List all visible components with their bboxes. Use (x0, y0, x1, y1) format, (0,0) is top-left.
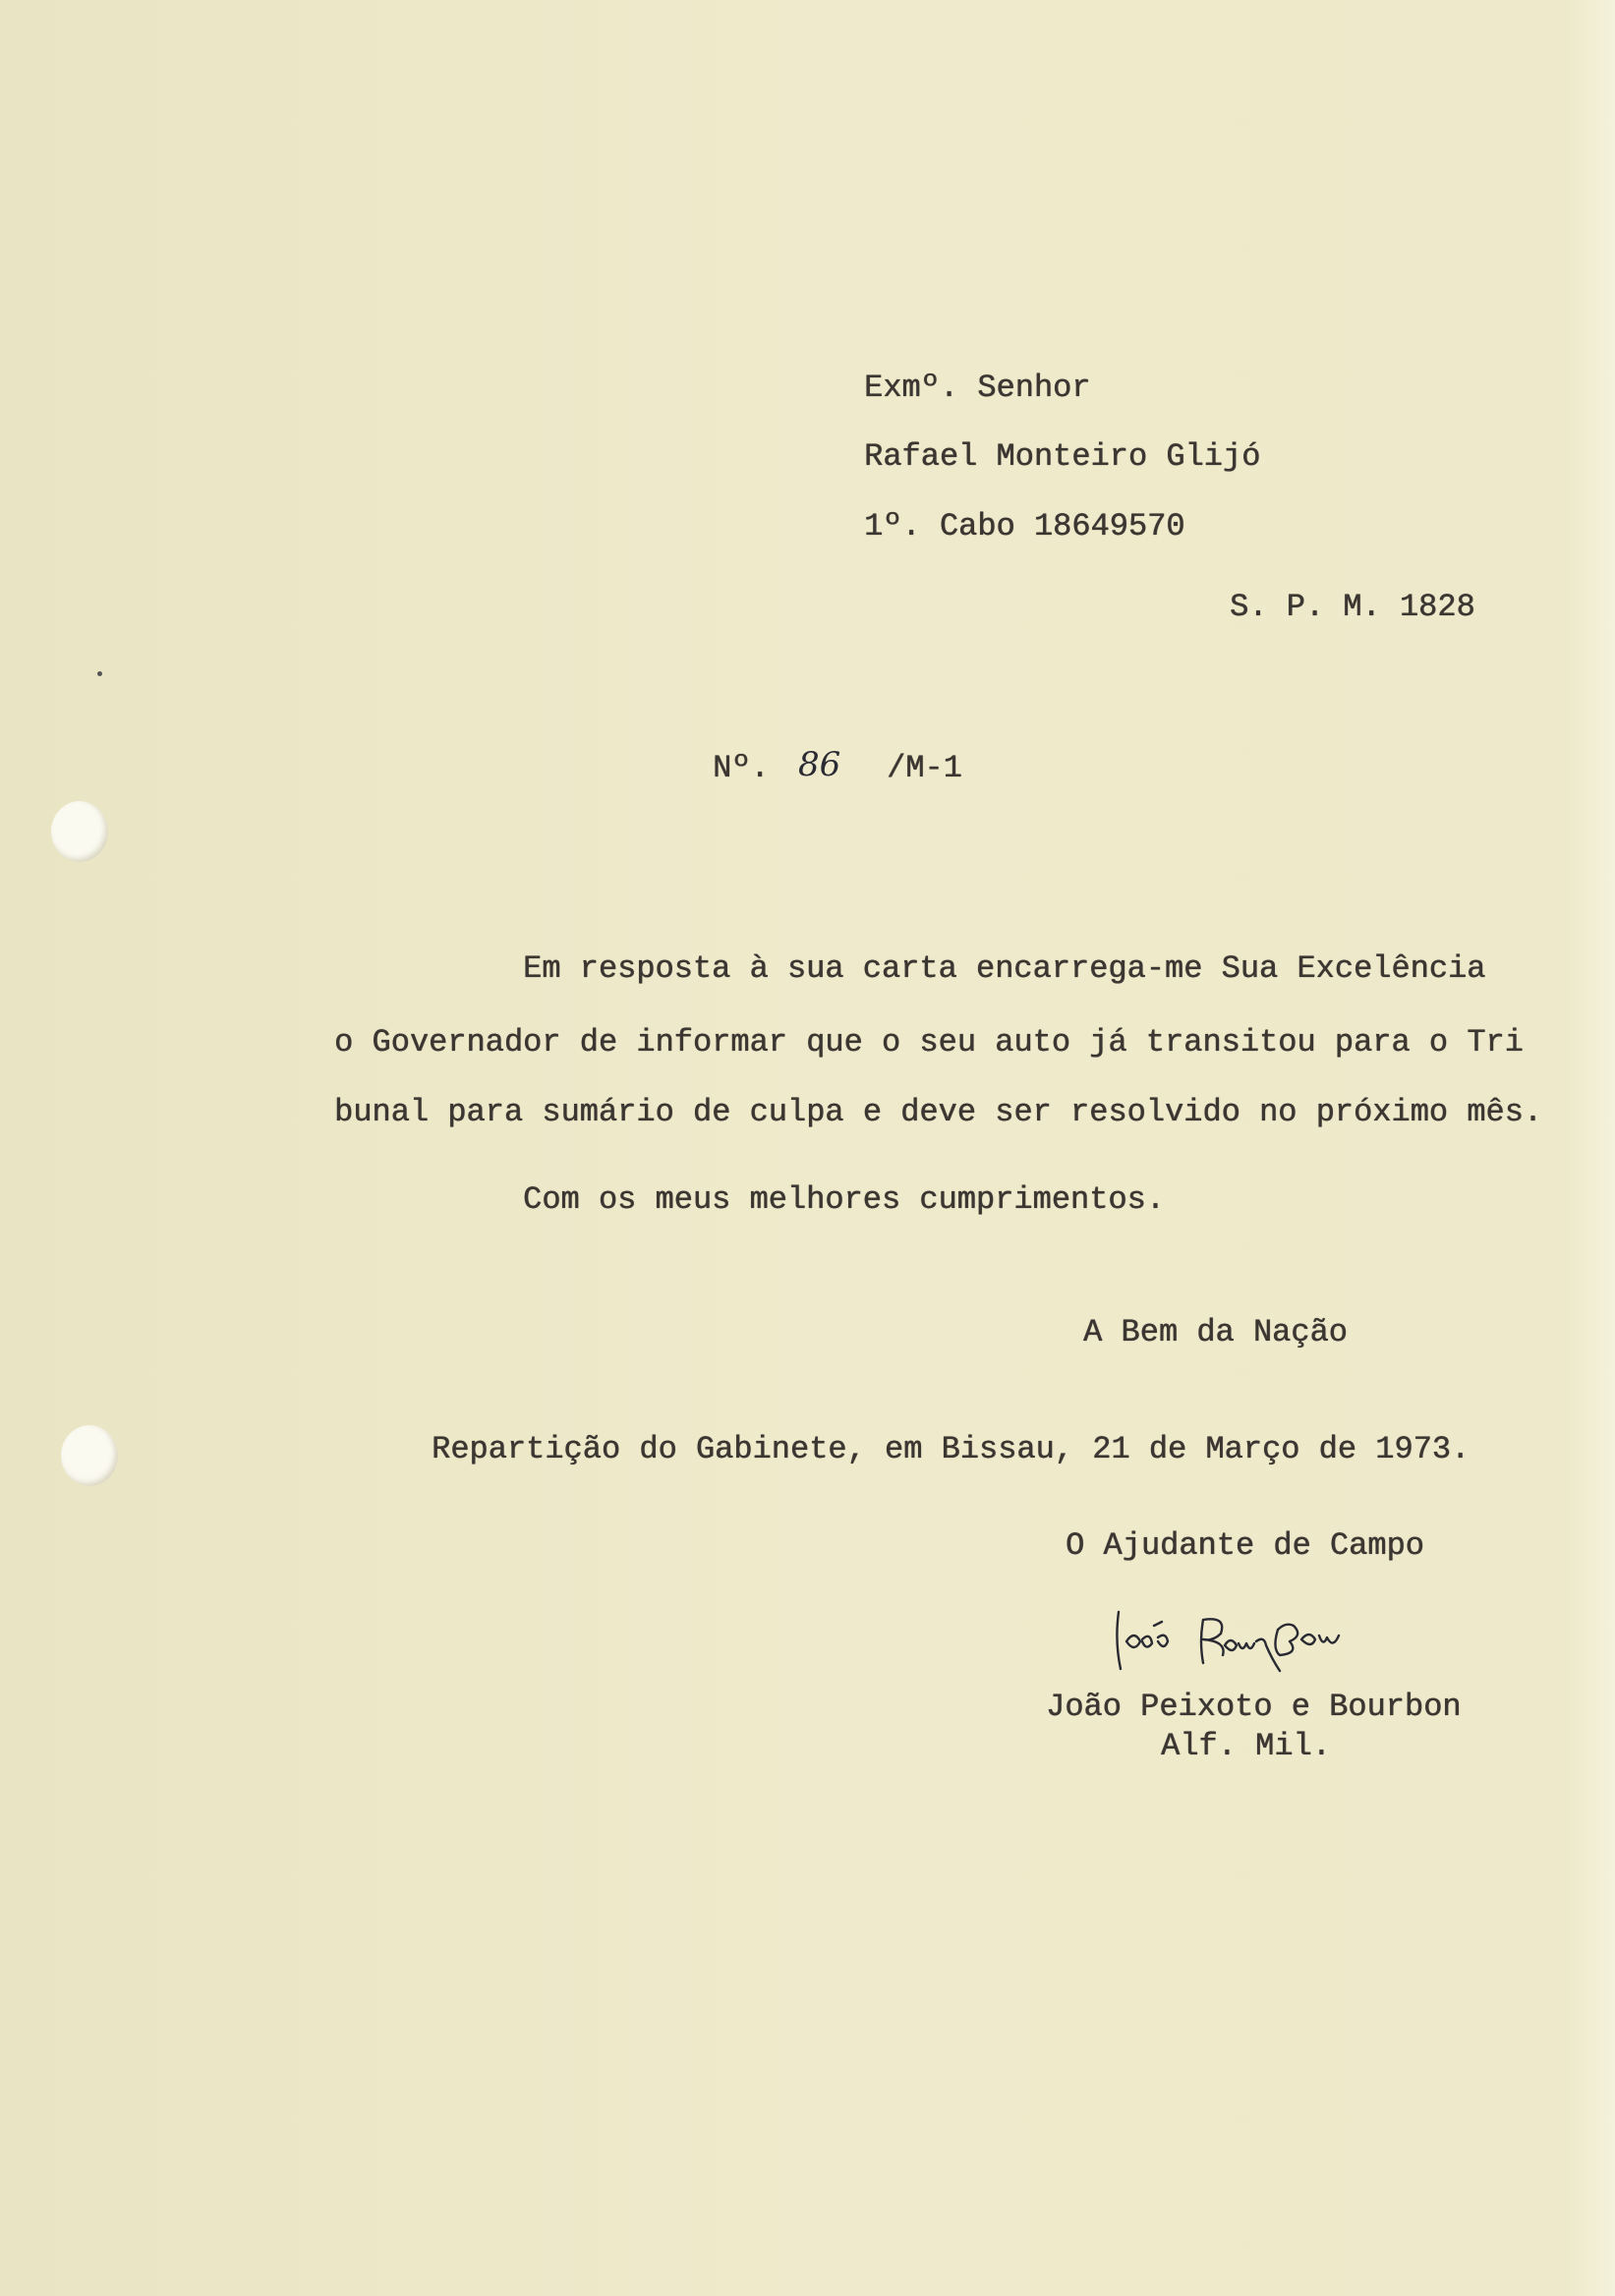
signatory-title: O Ajudante de Campo (1066, 1527, 1424, 1564)
signatory-name: João Peixoto e Bourbon (1046, 1689, 1462, 1725)
body-line: o Governador de informar que o seu auto já transitou para o Tri (334, 1024, 1524, 1061)
reference-handwritten-number: 86 (798, 745, 841, 784)
signature (1109, 1602, 1384, 1676)
punch-hole (61, 1425, 118, 1486)
addressee-rank: 1º. Cabo 18649570 (864, 508, 1185, 545)
ink-speck (97, 671, 102, 676)
closing-line: Com os meus melhores cumprimentos. (523, 1181, 1165, 1218)
addressee-postal: S. P. M. 1828 (1230, 589, 1475, 625)
motto: A Bem da Nação (1083, 1314, 1348, 1350)
punch-hole (51, 801, 108, 862)
signatory-rank: Alf. Mil. (1161, 1728, 1331, 1764)
addressee-name: Rafael Monteiro Glijó (864, 438, 1261, 475)
addressee-salutation: Exmº. Senhor (864, 370, 1091, 406)
reference-suffix: /M-1 (887, 750, 962, 786)
body-line: Em resposta à sua carta encarrega-me Sua Excelência (523, 950, 1486, 987)
place-date: Repartição do Gabinete, em Bissau, 21 de Março de 1973. (432, 1431, 1471, 1467)
body-line: bunal para sumário de culpa e deve ser resolvido no próximo mês. (334, 1094, 1542, 1130)
reference-prefix: Nº. (713, 750, 770, 786)
